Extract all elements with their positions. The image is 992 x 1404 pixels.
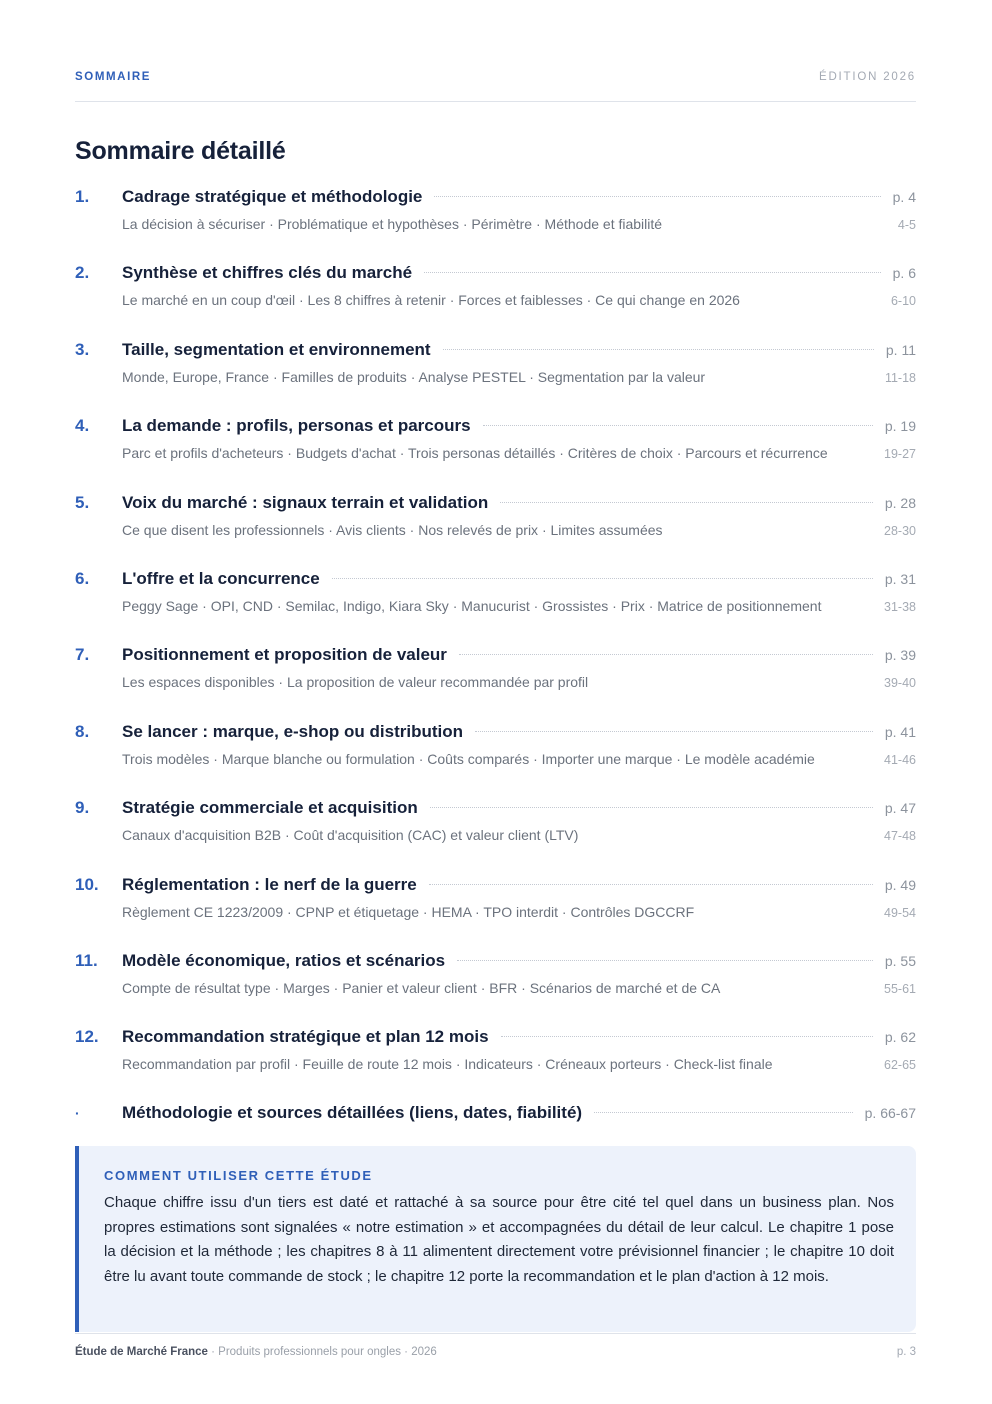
toc-entry-number: 7. bbox=[75, 645, 90, 665]
callout-text: Chaque chiffre issu d'un tiers est daté et rattaché à sa source pour être cité tel quel dans un business plan. Nos propres estimations sont signalées « notre estimation » et accompagnées du détail de leur calcul. Le chapitre 1 pose la décision et la méthode ; les chapitres 8 à 11 alimentent directement votre prévisionnel financier ; le chapitre 10 doit être lu avant toute commande de stock ; le chapitre 12 porte la recommandation et le plan d'action à 12 mois. bbox=[104, 1194, 894, 1285]
dot-leader bbox=[501, 1036, 873, 1037]
section-label: SOMMAIRE bbox=[75, 71, 152, 83]
toc-entry-title: Stratégie commerciale et acquisition bbox=[122, 798, 418, 818]
toc-entry-subtopics: Parc et profils d'acheteurs · Budgets d'achat · Trois personas détaillés · Critères de choix · Parcours et récurrence bbox=[122, 445, 828, 462]
toc-entry-number: 12. bbox=[75, 1027, 99, 1047]
toc-entry-number: 3. bbox=[75, 339, 90, 359]
dot-leader bbox=[459, 654, 873, 655]
toc-entry-subtopics: Règlement CE 1223/2009 · CPNP et étiquetage · HEMA · TPO interdit · Contrôles DGCCRF bbox=[122, 903, 695, 920]
toc-entry-subtopics: Trois modèles · Marque blanche ou formulation · Coûts comparés · Importer une marque · Le modèle académie bbox=[122, 750, 815, 767]
toc-entry-title: Méthodologie et sources détaillées (liens, dates, fiabilité) bbox=[122, 1103, 583, 1122]
dot-leader bbox=[483, 425, 873, 426]
toc-entry-page-range: 28-30 bbox=[884, 523, 916, 538]
dot-leader bbox=[434, 196, 880, 197]
toc-entry-number: 11. bbox=[75, 950, 98, 970]
toc-entry-title: Synthèse et chiffres clés du marché bbox=[122, 263, 413, 283]
toc-entry-number: 2. bbox=[75, 263, 90, 283]
footer-subtitle: · Produits professionnels pour ongles · 2026 bbox=[207, 1346, 437, 1358]
toc-entry-page-range: 41-46 bbox=[884, 752, 916, 767]
toc-entry-page-range: 62-65 bbox=[884, 1058, 916, 1073]
dot-leader bbox=[500, 502, 873, 503]
page-footer bbox=[75, 1333, 916, 1358]
dot-leader bbox=[443, 349, 874, 350]
toc-entry-page-range: 49-54 bbox=[884, 905, 916, 920]
dot-leader bbox=[429, 884, 873, 885]
toc-entry-page: p. 28 bbox=[884, 494, 916, 511]
toc-annex-entry[interactable] bbox=[75, 1103, 916, 1133]
toc-entry-page: p. 62 bbox=[884, 1029, 916, 1046]
toc-entry-title: Modèle économique, ratios et scénarios bbox=[122, 950, 446, 970]
toc-entry-subtopics: La décision à sécuriser · Problématique et hypothèses · Périmètre · Méthode et fiabilité bbox=[122, 216, 663, 232]
toc-bullet: · bbox=[75, 1105, 80, 1121]
toc-entry-page: p. 66-67 bbox=[864, 1105, 916, 1121]
toc-entry-title: Positionnement et proposition de valeur bbox=[122, 645, 447, 665]
toc-entry-title: Cadrage stratégique et méthodologie bbox=[122, 187, 423, 206]
toc-entry-title: L'offre et la concurrence bbox=[122, 568, 320, 588]
toc-entry-page-range: 4-5 bbox=[897, 218, 916, 232]
page-number: p. 3 bbox=[896, 1346, 916, 1358]
toc-entry-page: p. 55 bbox=[884, 952, 916, 969]
toc-entry-number: 10. bbox=[75, 874, 99, 894]
toc-entry-subtopics: Ce que disent les professionnels · Avis clients · Nos relevés de prix · Limites assumées bbox=[122, 521, 663, 538]
toc-entry[interactable] bbox=[75, 569, 916, 645]
toc-entry-page: p. 6 bbox=[892, 265, 916, 282]
toc-entry-page: p. 49 bbox=[884, 876, 916, 893]
dot-leader bbox=[430, 807, 873, 808]
toc-entry-number: 4. bbox=[75, 416, 90, 436]
callout-title: COMMENT UTILISER CETTE ÉTUDE bbox=[104, 1168, 373, 1183]
toc-entry[interactable] bbox=[75, 798, 916, 874]
toc-entry-title: Réglementation : le nerf de la guerre bbox=[122, 874, 417, 894]
toc-entry-page-range: 11-18 bbox=[884, 370, 916, 385]
toc-entry[interactable] bbox=[75, 951, 916, 1027]
document-page bbox=[75, 0, 916, 1404]
toc-entry[interactable] bbox=[75, 340, 916, 416]
dot-leader bbox=[457, 960, 873, 961]
toc-entry[interactable] bbox=[75, 875, 916, 951]
toc-entry-page-range: 19-27 bbox=[884, 447, 916, 462]
dot-leader bbox=[332, 578, 873, 579]
toc-entry-subtopics: Peggy Sage · OPI, CND · Semilac, Indigo, Kiara Sky · Manucurist · Grossistes · Prix · Matrice de positionnement bbox=[122, 597, 822, 614]
toc-entry-page-range: 47-48 bbox=[884, 829, 916, 844]
toc-entry-page: p. 41 bbox=[884, 723, 916, 740]
toc-entry[interactable] bbox=[75, 493, 916, 569]
dot-leader bbox=[424, 272, 881, 273]
toc-entry-title: Taille, segmentation et environnement bbox=[122, 339, 431, 359]
toc-entry-page: p. 39 bbox=[884, 647, 916, 664]
toc-entry-subtopics: Les espaces disponibles · La proposition de valeur recommandée par profil bbox=[122, 674, 589, 691]
footer-brand: Étude de Marché France bbox=[75, 1346, 208, 1358]
table-of-contents bbox=[75, 187, 916, 1104]
toc-entry-subtopics: Recommandation par profil · Feuille de route 12 mois · Indicateurs · Créneaux porteurs · Check-list finale bbox=[122, 1056, 773, 1073]
toc-entry-number: 8. bbox=[75, 721, 90, 741]
toc-entry-page: p. 11 bbox=[885, 341, 916, 358]
toc-entry-number: 1. bbox=[75, 187, 90, 206]
toc-entry[interactable] bbox=[75, 416, 916, 492]
toc-entry[interactable] bbox=[75, 187, 916, 263]
toc-entry-page: p. 31 bbox=[884, 570, 916, 587]
toc-entry-page-range: 31-38 bbox=[884, 599, 916, 614]
toc-entry-number: 9. bbox=[75, 798, 90, 818]
edition-label: ÉDITION 2026 bbox=[818, 71, 916, 83]
dot-leader bbox=[475, 731, 873, 732]
toc-entry-title: Se lancer : marque, e-shop ou distribution bbox=[122, 721, 463, 741]
toc-entry-page: p. 4 bbox=[892, 189, 916, 205]
toc-entry-page-range: 55-61 bbox=[884, 981, 916, 996]
toc-entry-page-range: 39-40 bbox=[884, 676, 916, 691]
toc-entry-title: Recommandation stratégique et plan 12 mois bbox=[122, 1027, 489, 1047]
dot-leader bbox=[594, 1112, 853, 1113]
toc-entry-page-range: 6-10 bbox=[890, 294, 916, 309]
toc-entry-subtopics: Compte de résultat type · Marges · Panier et valeur client · BFR · Scénarios de marché et de CA bbox=[122, 979, 721, 996]
toc-entry-subtopics: Le marché en un coup d'œil · Les 8 chiffres à retenir · Forces et faiblesses · Ce qui change en 2026 bbox=[122, 292, 740, 309]
toc-entry[interactable] bbox=[75, 645, 916, 721]
usage-callout bbox=[75, 1146, 916, 1332]
toc-entry-title: Voix du marché : signaux terrain et validation bbox=[122, 492, 489, 512]
toc-entry-page: p. 19 bbox=[884, 418, 916, 435]
toc-entry-page: p. 47 bbox=[884, 800, 916, 817]
toc-entry-subtopics: Canaux d'acquisition B2B · Coût d'acquisition (CAC) et valeur client (LTV) bbox=[122, 827, 579, 844]
toc-entry-title: La demande : profils, personas et parcours bbox=[122, 416, 471, 436]
toc-entry-number: 5. bbox=[75, 492, 90, 512]
toc-entry[interactable] bbox=[75, 722, 916, 798]
toc-entry[interactable] bbox=[75, 1027, 916, 1103]
toc-entry[interactable] bbox=[75, 263, 916, 339]
toc-entry-number: 6. bbox=[75, 568, 90, 588]
page-title: Sommaire détaillé bbox=[75, 137, 286, 165]
page-header bbox=[75, 71, 916, 102]
toc-entry-subtopics: Monde, Europe, France · Familles de produits · Analyse PESTEL · Segmentation par la valeur bbox=[122, 368, 706, 385]
